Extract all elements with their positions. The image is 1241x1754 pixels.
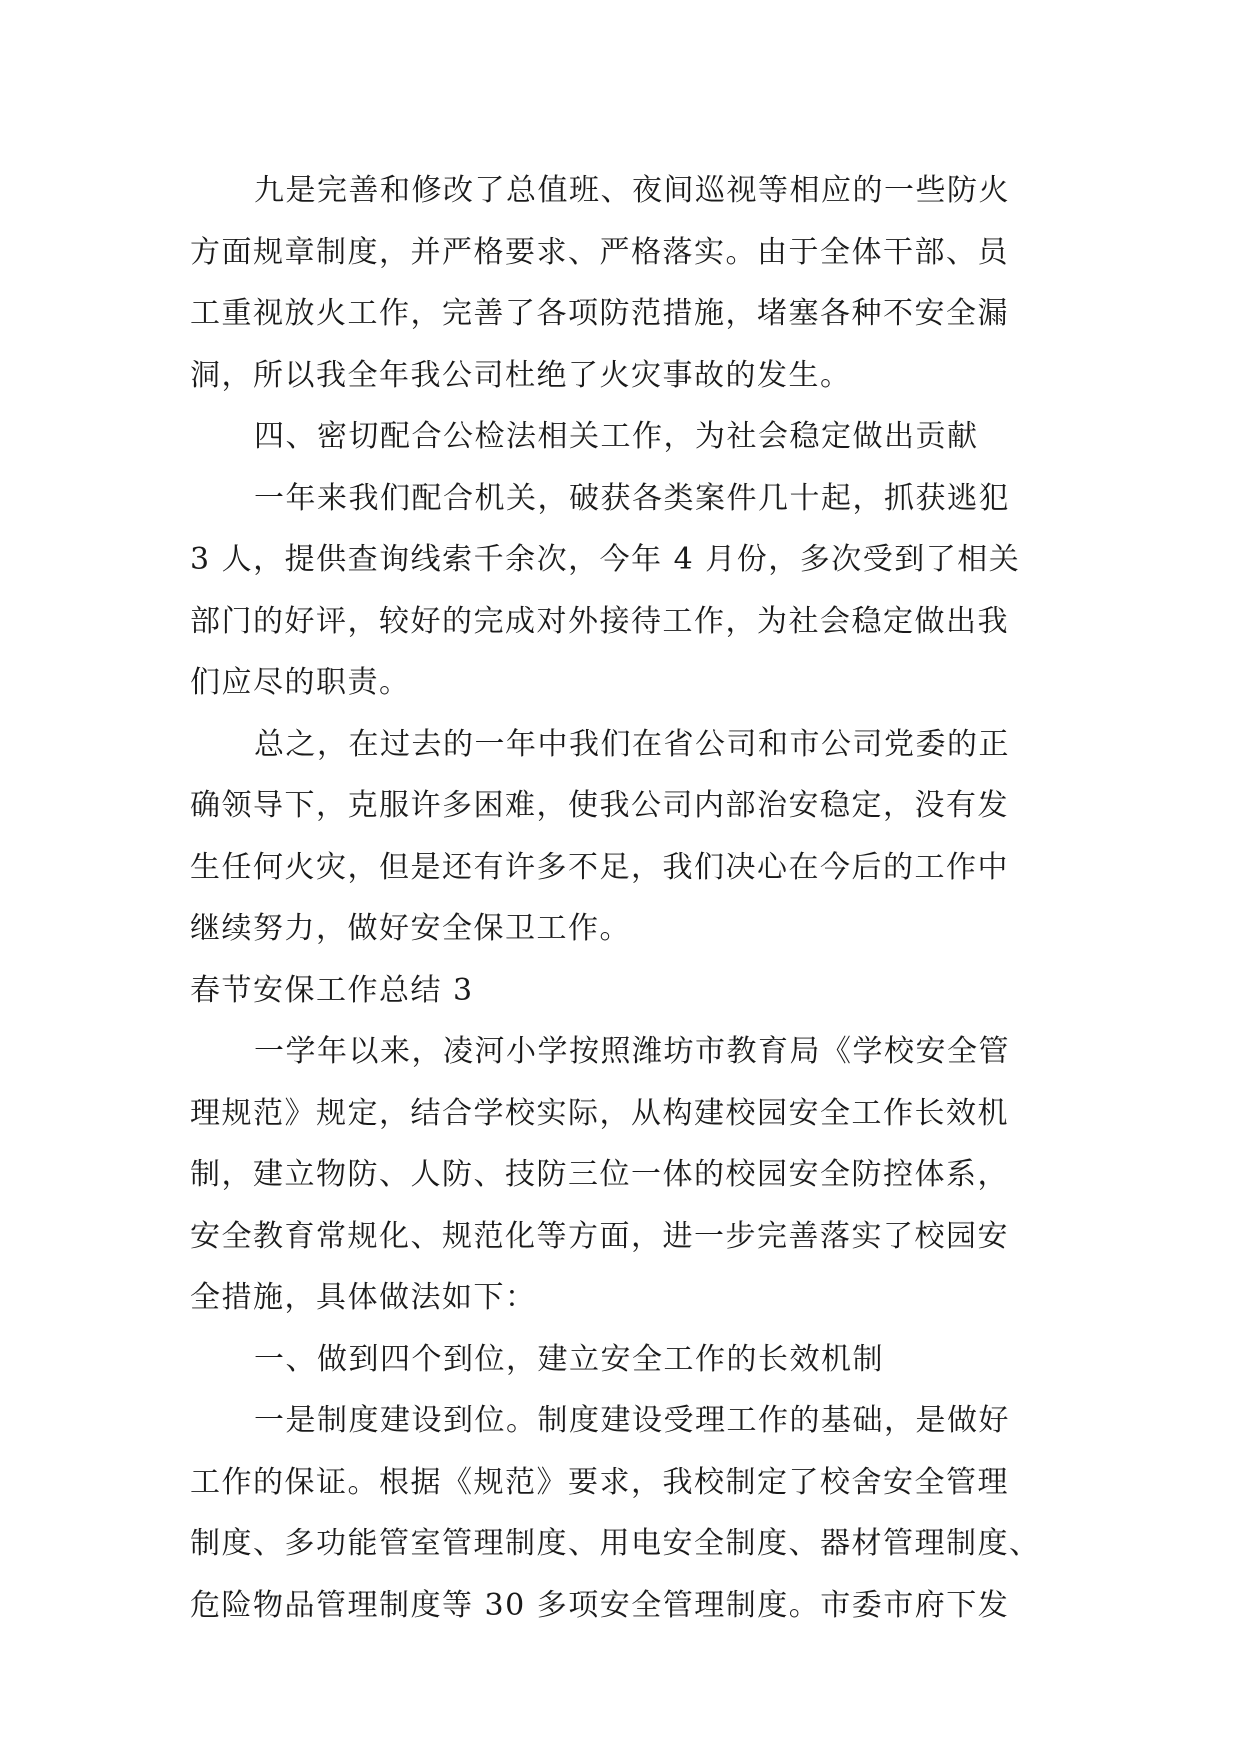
text-line: 危险物品管理制度等 30 多项安全管理制度。市委市府下发: [190, 1587, 1010, 1623]
section-heading: 四、密切配合公检法相关工作，为社会稳定做出贡献: [254, 419, 979, 454]
text-line: 一年来我们配合机关，破获各类案件几十起，抓获逃犯: [254, 480, 1010, 516]
text-line: 确领导下，克服许多困难，使我公司内部治安稳定，没有发: [190, 788, 1009, 823]
text-line: 一是制度建设到位。制度建设受理工作的基础，是做好: [254, 1403, 1010, 1438]
text-line: 洞，所以我全年我公司杜绝了火灾事故的发生。: [190, 357, 852, 393]
text-line: 一学年以来，凌河小学按照潍坊市教育局《学校安全管: [254, 1034, 1010, 1069]
text-line: 继续努力，做好安全保卫工作。: [190, 911, 631, 946]
text-line: 生任何火灾，但是还有许多不足，我们决心在今后的工作中: [190, 849, 1009, 885]
text-line: 总之，在过去的一年中我们在省公司和市公司党委的正: [254, 726, 1010, 762]
document-body: [190, 160, 1060, 1636]
text-line: 工重视放火工作，完善了各项防范措施，堵塞各种不安全漏: [190, 296, 1009, 331]
text-line: 工作的保证。根据《规范》要求，我校制定了校舍安全管理: [190, 1464, 1009, 1500]
text-line: 全措施，具体做法如下：: [190, 1280, 537, 1315]
text-line: 部门的好评，较好的完成对外接待工作，为社会稳定做出我: [190, 603, 1009, 639]
text-line: 理规范》规定，结合学校实际，从构建校园安全工作长效机: [190, 1095, 1009, 1131]
text-line: 制度、多功能管室管理制度、用电安全制度、器材管理制度、: [190, 1526, 1041, 1561]
section-heading: 一、做到四个到位，建立安全工作的长效机制: [254, 1341, 884, 1377]
text-line: 安全教育常规化、规范化等方面，进一步完善落实了校园安: [190, 1218, 1009, 1254]
text-line: 们应尽的职责。: [190, 665, 411, 700]
text-line: 方面规章制度，并严格要求、严格落实。由于全体干部、员: [190, 234, 1009, 270]
article-title: 春节安保工作总结 3: [190, 972, 474, 1008]
text-line: 制，建立物防、人防、技防三位一体的校园安全防控体系，: [190, 1157, 1009, 1192]
text-line: 九是完善和修改了总值班、夜间巡视等相应的一些防火: [254, 173, 1010, 208]
text-line: 3 人，提供查询线索千余次，今年 4 月份，多次受到了相关: [190, 542, 1021, 577]
